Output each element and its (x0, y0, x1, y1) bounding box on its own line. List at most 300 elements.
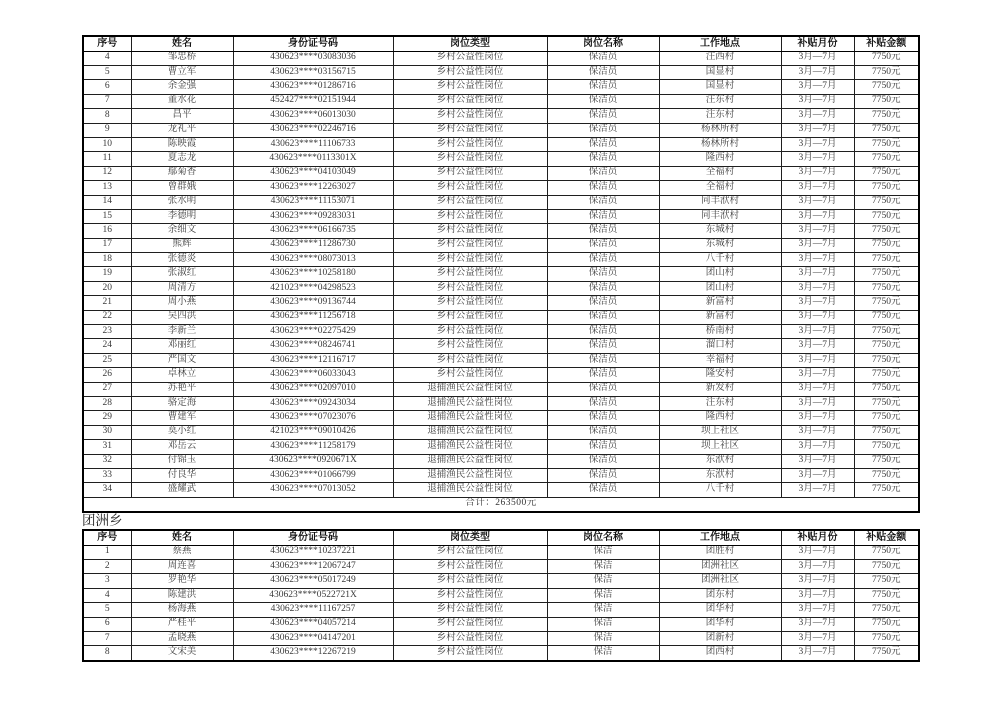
table-header-row (83, 36, 919, 51)
table-cell: 桥南村 (659, 325, 781, 339)
table-row (83, 339, 919, 353)
table-cell: 30 (83, 425, 131, 439)
table-cell: 注东村 (659, 94, 781, 108)
table-cell: 乡村公益性岗位 (393, 238, 547, 252)
table-cell: 7750元 (854, 440, 919, 454)
column-header: 岗位名称 (547, 530, 659, 545)
table-cell: 12 (83, 166, 131, 180)
total-row (83, 497, 919, 512)
table-cell: 保洁员 (547, 281, 659, 295)
table-row (83, 209, 919, 223)
table-cell: 430623****12267219 (233, 646, 393, 661)
table-cell: 团华村 (659, 617, 781, 631)
table-row (83, 382, 919, 396)
table-cell: 罗艳华 (131, 574, 233, 588)
table-cell: 李德明 (131, 209, 233, 223)
table-cell: 国显村 (659, 80, 781, 94)
table-cell: 乡村公益性岗位 (393, 281, 547, 295)
table-row (83, 454, 919, 468)
table-cell: 乡村公益性岗位 (393, 137, 547, 151)
table-cell: 骆定海 (131, 396, 233, 410)
table-row (83, 368, 919, 382)
table-cell: 乡村公益性岗位 (393, 80, 547, 94)
table-cell: 保洁 (547, 617, 659, 631)
table-cell: 周连喜 (131, 560, 233, 574)
table-cell: 3月—7月 (781, 617, 854, 631)
table-cell: 17 (83, 238, 131, 252)
table-cell: 付锦玉 (131, 454, 233, 468)
table-cell: 乡村公益性岗位 (393, 353, 547, 367)
table-cell: 保洁 (547, 632, 659, 646)
table-cell: 文宋美 (131, 646, 233, 661)
column-header: 补贴月份 (781, 530, 854, 545)
table-row (83, 483, 919, 497)
total-amount-label: 合计：263500元 (83, 497, 919, 512)
table-cell: 430623****0522721X (233, 588, 393, 602)
table-cell: 八千村 (659, 253, 781, 267)
table-cell: 乡村公益性岗位 (393, 325, 547, 339)
table-cell: 保洁 (547, 574, 659, 588)
table-cell: 龙礼平 (131, 123, 233, 137)
table-cell: 夏志龙 (131, 152, 233, 166)
table-cell: 3月—7月 (781, 181, 854, 195)
table-row (83, 224, 919, 238)
table-cell: 保洁员 (547, 137, 659, 151)
table-cell: 乡村公益性岗位 (393, 209, 547, 223)
table-cell: 2 (83, 560, 131, 574)
table-cell: 7750元 (854, 224, 919, 238)
table-cell: 退捕渔民公益性岗位 (393, 425, 547, 439)
table-cell: 保洁员 (547, 296, 659, 310)
table-cell: 周小燕 (131, 296, 233, 310)
column-header: 身份证号码 (233, 530, 393, 545)
table-cell: 3月—7月 (781, 152, 854, 166)
table-row (83, 65, 919, 79)
table-cell: 乡村公益性岗位 (393, 339, 547, 353)
table-row (83, 411, 919, 425)
table-cell: 杨林所村 (659, 123, 781, 137)
table-cell: 曹立军 (131, 65, 233, 79)
table-cell: 7750元 (854, 109, 919, 123)
table-cell: 董水花 (131, 94, 233, 108)
table-cell: 430623****11153071 (233, 195, 393, 209)
table-cell: 430623****0113301X (233, 152, 393, 166)
table-cell: 东城村 (659, 224, 781, 238)
table-cell: 3月—7月 (781, 646, 854, 661)
column-header: 身份证号码 (233, 36, 393, 51)
table-cell: 18 (83, 253, 131, 267)
table-cell: 9 (83, 123, 131, 137)
table-cell: 东城村 (659, 238, 781, 252)
table-cell: 陈映霞 (131, 137, 233, 151)
table-cell: 退捕渔民公益性岗位 (393, 396, 547, 410)
table-row (83, 281, 919, 295)
table-cell: 7750元 (854, 209, 919, 223)
table-cell: 卓林立 (131, 368, 233, 382)
table-cell: 保洁员 (547, 396, 659, 410)
table-cell: 坝上社区 (659, 425, 781, 439)
table-cell: 全福村 (659, 181, 781, 195)
table-row (83, 545, 919, 559)
table-cell: 莫小红 (131, 425, 233, 439)
table-cell: 7750元 (854, 646, 919, 661)
column-header: 工作地点 (659, 530, 781, 545)
column-header: 补贴月份 (781, 36, 854, 51)
table-cell: 团洲社区 (659, 560, 781, 574)
table-row (83, 396, 919, 410)
table-cell: 430623****11258179 (233, 440, 393, 454)
table-cell: 430623****07023076 (233, 411, 393, 425)
table-cell: 3月—7月 (781, 267, 854, 281)
table-row (83, 560, 919, 574)
table-cell: 乡村公益性岗位 (393, 296, 547, 310)
table-cell: 乡村公益性岗位 (393, 603, 547, 617)
table-cell: 杨海燕 (131, 603, 233, 617)
table-cell: 430623****10258180 (233, 267, 393, 281)
table-cell: 430623****02097010 (233, 382, 393, 396)
table-row (83, 253, 919, 267)
table-cell: 新发村 (659, 382, 781, 396)
table-cell: 7750元 (854, 253, 919, 267)
table-cell: 8 (83, 109, 131, 123)
table-cell: 7750元 (854, 545, 919, 559)
table-cell: 3月—7月 (781, 209, 854, 223)
table-cell: 29 (83, 411, 131, 425)
column-header: 姓名 (131, 530, 233, 545)
table-cell: 430623****04057214 (233, 617, 393, 631)
table-cell: 乡村公益性岗位 (393, 617, 547, 631)
table-cell: 邓岳云 (131, 440, 233, 454)
table-row (83, 123, 919, 137)
table-cell: 国显村 (659, 65, 781, 79)
table-cell: 张淑红 (131, 267, 233, 281)
table-row (83, 353, 919, 367)
table-cell: 430623****0920671X (233, 454, 393, 468)
table-cell: 430623****01286716 (233, 80, 393, 94)
table-cell: 保洁 (547, 545, 659, 559)
table-cell: 430623****09136744 (233, 296, 393, 310)
table-cell: 7750元 (854, 238, 919, 252)
table-cell: 乡村公益性岗位 (393, 560, 547, 574)
table-cell: 7750元 (854, 339, 919, 353)
table-cell: 坝上社区 (659, 440, 781, 454)
table-cell: 周清方 (131, 281, 233, 295)
table-cell: 溜口村 (659, 339, 781, 353)
table-cell: 7750元 (854, 94, 919, 108)
table-cell: 3月—7月 (781, 80, 854, 94)
table-cell: 430623****08073013 (233, 253, 393, 267)
table-cell: 同丰洑村 (659, 195, 781, 209)
column-header: 工作地点 (659, 36, 781, 51)
table-cell: 3月—7月 (781, 123, 854, 137)
table-cell: 430623****04103049 (233, 166, 393, 180)
table-cell: 退捕渔民公益性岗位 (393, 440, 547, 454)
table-cell: 团西村 (659, 646, 781, 661)
table-cell: 28 (83, 396, 131, 410)
table-cell: 7750元 (854, 603, 919, 617)
table-cell: 余金强 (131, 80, 233, 94)
subsidy-table-section-1 (82, 35, 920, 513)
table-cell: 曹建军 (131, 411, 233, 425)
table-row (83, 152, 919, 166)
table-row (83, 137, 919, 151)
table-cell: 3月—7月 (781, 166, 854, 180)
table-cell: 邹忠桥 (131, 51, 233, 65)
table-cell: 7750元 (854, 574, 919, 588)
table-cell: 7750元 (854, 80, 919, 94)
table-cell: 熊辉 (131, 238, 233, 252)
table-cell: 保洁员 (547, 382, 659, 396)
table-cell: 张德炎 (131, 253, 233, 267)
table-cell: 7750元 (854, 166, 919, 180)
table-cell: 3月—7月 (781, 94, 854, 108)
table-cell: 7750元 (854, 425, 919, 439)
table-row (83, 296, 919, 310)
table-cell: 3月—7月 (781, 325, 854, 339)
table-cell: 乡村公益性岗位 (393, 65, 547, 79)
table-cell: 7750元 (854, 51, 919, 65)
table-row (83, 425, 919, 439)
table-cell: 430623****01066799 (233, 468, 393, 482)
table-cell: 3月—7月 (781, 137, 854, 151)
table-cell: 3月—7月 (781, 109, 854, 123)
table-cell: 430623****02246716 (233, 123, 393, 137)
table-cell: 3月—7月 (781, 545, 854, 559)
table-cell: 430623****07013052 (233, 483, 393, 497)
table-cell: 7750元 (854, 281, 919, 295)
table-cell: 11 (83, 152, 131, 166)
column-header: 岗位名称 (547, 36, 659, 51)
table-cell: 盛耀武 (131, 483, 233, 497)
table-cell: 团华村 (659, 603, 781, 617)
table-cell: 保洁员 (547, 310, 659, 324)
table-cell: 430623****09243034 (233, 396, 393, 410)
table-cell: 430623****12263027 (233, 181, 393, 195)
table-cell: 430623****03156715 (233, 65, 393, 79)
table-cell: 430623****06033043 (233, 368, 393, 382)
table-cell: 32 (83, 454, 131, 468)
table-cell: 保洁员 (547, 80, 659, 94)
table-cell: 20 (83, 281, 131, 295)
table-cell: 保洁员 (547, 195, 659, 209)
table-cell: 同丰洑村 (659, 209, 781, 223)
table-cell: 6 (83, 617, 131, 631)
table-cell: 3月—7月 (781, 468, 854, 482)
table-cell: 430623****03083036 (233, 51, 393, 65)
table-cell: 保洁员 (547, 454, 659, 468)
table-cell: 1 (83, 545, 131, 559)
table-cell: 421023****09010426 (233, 425, 393, 439)
table-cell: 乡村公益性岗位 (393, 574, 547, 588)
column-header: 岗位类型 (393, 530, 547, 545)
table-cell: 7750元 (854, 560, 919, 574)
table-cell: 团洲社区 (659, 574, 781, 588)
table-row (83, 181, 919, 195)
table-cell: 保洁 (547, 560, 659, 574)
table-cell: 隆西村 (659, 152, 781, 166)
table-cell: 保洁员 (547, 109, 659, 123)
table-cell: 退捕渔民公益性岗位 (393, 483, 547, 497)
column-header: 补贴金额 (854, 36, 919, 51)
table-cell: 余细文 (131, 224, 233, 238)
table-cell: 430623****11256718 (233, 310, 393, 324)
table-cell: 3月—7月 (781, 310, 854, 324)
table-row (83, 632, 919, 646)
table-cell: 乡村公益性岗位 (393, 588, 547, 602)
table-cell: 14 (83, 195, 131, 209)
table-cell: 蔡燕 (131, 545, 233, 559)
table-cell: 严国文 (131, 353, 233, 367)
table-cell: 27 (83, 382, 131, 396)
table-cell: 4 (83, 588, 131, 602)
table-cell: 东洑村 (659, 454, 781, 468)
table-cell: 6 (83, 80, 131, 94)
table-cell: 7750元 (854, 454, 919, 468)
table-cell: 7750元 (854, 195, 919, 209)
table-cell: 3月—7月 (781, 411, 854, 425)
table-cell: 7750元 (854, 296, 919, 310)
table-cell: 乡村公益性岗位 (393, 368, 547, 382)
table-cell: 新富村 (659, 296, 781, 310)
table-cell: 3月—7月 (781, 65, 854, 79)
table-header-row (83, 530, 919, 545)
table-cell: 昌平 (131, 109, 233, 123)
table-cell: 3月—7月 (781, 253, 854, 267)
table-cell: 保洁员 (547, 440, 659, 454)
table-row (83, 94, 919, 108)
table-cell: 乡村公益性岗位 (393, 181, 547, 195)
table-cell: 7750元 (854, 588, 919, 602)
table-cell: 保洁员 (547, 51, 659, 65)
table-cell: 7750元 (854, 152, 919, 166)
table-cell: 付良华 (131, 468, 233, 482)
table-cell: 3月—7月 (781, 51, 854, 65)
table-cell: 15 (83, 209, 131, 223)
table-cell: 430623****02275429 (233, 325, 393, 339)
table-cell: 保洁员 (547, 483, 659, 497)
table-cell: 430623****05017249 (233, 574, 393, 588)
table-cell: 乡村公益性岗位 (393, 94, 547, 108)
table-cell: 5 (83, 603, 131, 617)
table-cell: 3月—7月 (781, 588, 854, 602)
table-cell: 7 (83, 632, 131, 646)
table-cell: 乡村公益性岗位 (393, 224, 547, 238)
table-row (83, 80, 919, 94)
table-cell: 注东村 (659, 109, 781, 123)
table-row (83, 588, 919, 602)
table-cell: 452427****02151944 (233, 94, 393, 108)
table-cell: 新富村 (659, 310, 781, 324)
table-row (83, 646, 919, 661)
table-cell: 4 (83, 51, 131, 65)
table-cell: 21 (83, 296, 131, 310)
table-cell: 3月—7月 (781, 454, 854, 468)
section-title-tuanzhou-township: 团洲乡 (82, 513, 123, 529)
table-cell: 430623****12067247 (233, 560, 393, 574)
table-cell: 430623****12116717 (233, 353, 393, 367)
table-cell: 注东村 (659, 396, 781, 410)
table-cell: 邓丽红 (131, 339, 233, 353)
table-cell: 退捕渔民公益性岗位 (393, 454, 547, 468)
table-cell: 7750元 (854, 123, 919, 137)
table-cell: 保洁员 (547, 181, 659, 195)
table-cell: 乡村公益性岗位 (393, 152, 547, 166)
table-cell: 团胜村 (659, 545, 781, 559)
table-cell: 乡村公益性岗位 (393, 646, 547, 661)
table-cell: 陈建洪 (131, 588, 233, 602)
table-cell: 保洁员 (547, 209, 659, 223)
table-cell: 乡村公益性岗位 (393, 123, 547, 137)
table-cell: 7750元 (854, 310, 919, 324)
table-cell: 7750元 (854, 65, 919, 79)
table-row (83, 440, 919, 454)
table-cell: 保洁员 (547, 368, 659, 382)
table-cell: 33 (83, 468, 131, 482)
table-cell: 7750元 (854, 468, 919, 482)
table-cell: 严桂平 (131, 617, 233, 631)
column-header: 岗位类型 (393, 36, 547, 51)
table-cell: 430623****11167257 (233, 603, 393, 617)
table-cell: 430623****10237221 (233, 545, 393, 559)
table-cell: 乡村公益性岗位 (393, 310, 547, 324)
table-cell: 3月—7月 (781, 560, 854, 574)
table-cell: 幸福村 (659, 353, 781, 367)
table-cell: 保洁员 (547, 152, 659, 166)
table-cell: 430623****06166735 (233, 224, 393, 238)
table-cell: 注西村 (659, 51, 781, 65)
table-cell: 曾群娥 (131, 181, 233, 195)
table-row (83, 166, 919, 180)
table-cell: 7750元 (854, 325, 919, 339)
table-cell: 团东村 (659, 588, 781, 602)
table-cell: 430623****08246741 (233, 339, 393, 353)
table-row (83, 109, 919, 123)
table-cell: 3月—7月 (781, 440, 854, 454)
table-cell: 保洁员 (547, 425, 659, 439)
table-cell: 乡村公益性岗位 (393, 253, 547, 267)
table-cell: 7750元 (854, 368, 919, 382)
table-cell: 团新村 (659, 632, 781, 646)
column-header: 姓名 (131, 36, 233, 51)
table-cell: 3月—7月 (781, 425, 854, 439)
table-cell: 23 (83, 325, 131, 339)
table-cell: 7750元 (854, 632, 919, 646)
table-cell: 7750元 (854, 267, 919, 281)
table-cell: 苏艳平 (131, 382, 233, 396)
table-cell: 张水明 (131, 195, 233, 209)
table-cell: 430623****09283031 (233, 209, 393, 223)
table-cell: 3月—7月 (781, 483, 854, 497)
table-cell: 13 (83, 181, 131, 195)
table-cell: 430623****11106733 (233, 137, 393, 151)
column-header: 序号 (83, 36, 131, 51)
table-row (83, 310, 919, 324)
roster-sheet (82, 35, 918, 662)
table-cell: 杨林所村 (659, 137, 781, 151)
table-cell: 3月—7月 (781, 574, 854, 588)
table-cell: 26 (83, 368, 131, 382)
table-cell: 保洁员 (547, 123, 659, 137)
table-cell: 保洁员 (547, 339, 659, 353)
table-cell: 3月—7月 (781, 195, 854, 209)
table-cell: 7750元 (854, 411, 919, 425)
table-cell: 保洁员 (547, 238, 659, 252)
table-row (83, 195, 919, 209)
table-cell: 430623****04147201 (233, 632, 393, 646)
table-cell: 八千村 (659, 483, 781, 497)
table-cell: 李新兰 (131, 325, 233, 339)
table-cell: 8 (83, 646, 131, 661)
